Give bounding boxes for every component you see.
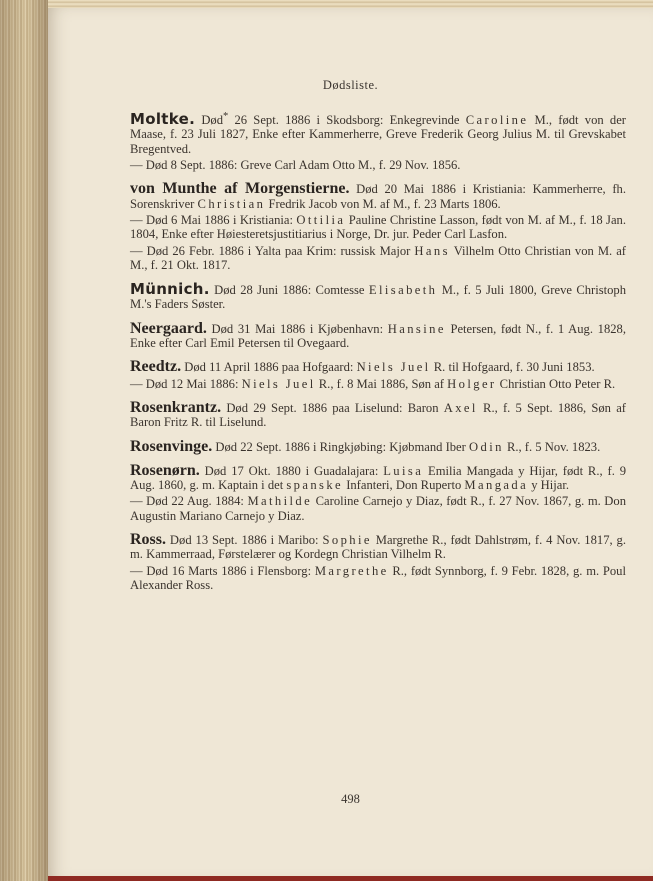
entry-name: Münnich. (130, 280, 210, 299)
entry-neergaard: Neergaard. Død 31 Mai 1886 i Kjøbenhavn: Hansine Petersen, født N., f. 1 Aug. 1828, Enke efter Carl Emil Petersen til Ovegaard. (130, 319, 626, 351)
book-page (48, 8, 653, 881)
entry-ross: Ross. Død 13 Sept. 1886 i Maribo: Sophie Margrethe R., født Dahlstrøm, f. 4 Nov. 1817, g. m. Kammerraad, Førstelærer og Kordegn Christian Vilhelm R. — Død 16 Marts 1886 i Flensborg: Margrethe R., født Synnborg, f. 9 Febr. 1828, g. m. Poul Alexander Ross. (130, 531, 626, 592)
entry-name: von Munthe af Morgenstierne. (130, 180, 350, 198)
entry-name: Reedtz. (130, 358, 182, 376)
entry-rosenkrantz: Rosenkrantz. Død 29 Sept. 1886 paa Liselund: Baron Axel R., f. 5 Sept. 1886, Søn af Baron Fritz R. til Liselund. (130, 398, 626, 430)
entry-munthe-af-morgenstierne: von Munthe af Morgenstierne. Død 20 Mai 1886 i Kristiania: Kammerherre, fh. Sorenskriver Christian Fredrik Jacob von M. af M., f. 23 Marts 1806. — Død 6 Mai 1886 i Kristiania: Ottilia Pauline Christine Lasson, født von M. af M., f. 18 Jan. 1804, Enke efter Høiesteretsjustitiarius i Norge, Dr. jur. Peder Carl Lasfon. — Død 26 Febr. 1886 i Yalta paa Krim: russisk Major Hans Vilhelm Otto Christian von M. af M., f. 21 Okt. 1817. (130, 180, 626, 272)
page-content (130, 110, 626, 602)
page-header: Dødsliste. (322, 78, 379, 92)
entry-name: Neergaard. (130, 319, 207, 337)
bottom-edge (48, 876, 653, 881)
entry-rosenorn: Rosenørn. Død 17 Okt. 1880 i Guadalajara: Luisa Emilia Mangada y Hijar, født R., f. 9 Aug. 1860, g. m. Kaptain i det spanske Infanteri, Don Ruperto Mangada y Hijar. — Død 22 Aug. 1884: Mathilde Caroline Carnejo y Diaz, født R., f. 27 Nov. 1867, g. m. Don Augustin Mariano Carnejo y Diaz. (130, 461, 627, 523)
entry-text: — Død 8 Sept. 1886: Greve Carl Adam Otto M., f. 29 Nov. 1856. (130, 158, 461, 173)
page-number: 498 (341, 792, 360, 806)
entry-name: Moltke. (130, 110, 196, 129)
entry-name: Ross. (130, 531, 167, 549)
entry-moltke: Moltke. Død* 26 Sept. 1886 i Skodsborg: Enkegrevinde Caroline M., født von der Maase, f. 23 Juli 1827, Enke efter Kammerherre, Greve Frederik Georg Julius M. til Grevskabet Bregentved. — Død 8 Sept. 1886: Greve Carl Adam Otto M., f. 29 Nov. 1856. (130, 110, 626, 173)
entry-munnich: Münnich. Død 28 Juni 1886: Comtesse Elisabeth M., f. 5 Juli 1800, Greve Christoph M.'s Faders Søster. (130, 280, 626, 312)
entry-name: Rosenørn. (130, 461, 200, 479)
entry-reedtz: Reedtz. Død 11 April 1886 paa Hofgaard: Niels Juel R. til Hofgaard, f. 30 Juni 1853. — Død 12 Mai 1886: Niels Juel R., f. 8 Mai 1886, Søn af Holger Christian Otto Peter R. (130, 358, 616, 391)
book-page-edges (0, 0, 49, 881)
entry-rosenvinge: Rosenvinge. Død 22 Sept. 1886 i Ringkjøbing: Kjøbmand Iber Odin R., f. 5 Nov. 1823. (130, 437, 601, 455)
entry-name: Rosenvinge. (130, 437, 213, 455)
entry-name: Rosenkrantz. (130, 398, 222, 416)
